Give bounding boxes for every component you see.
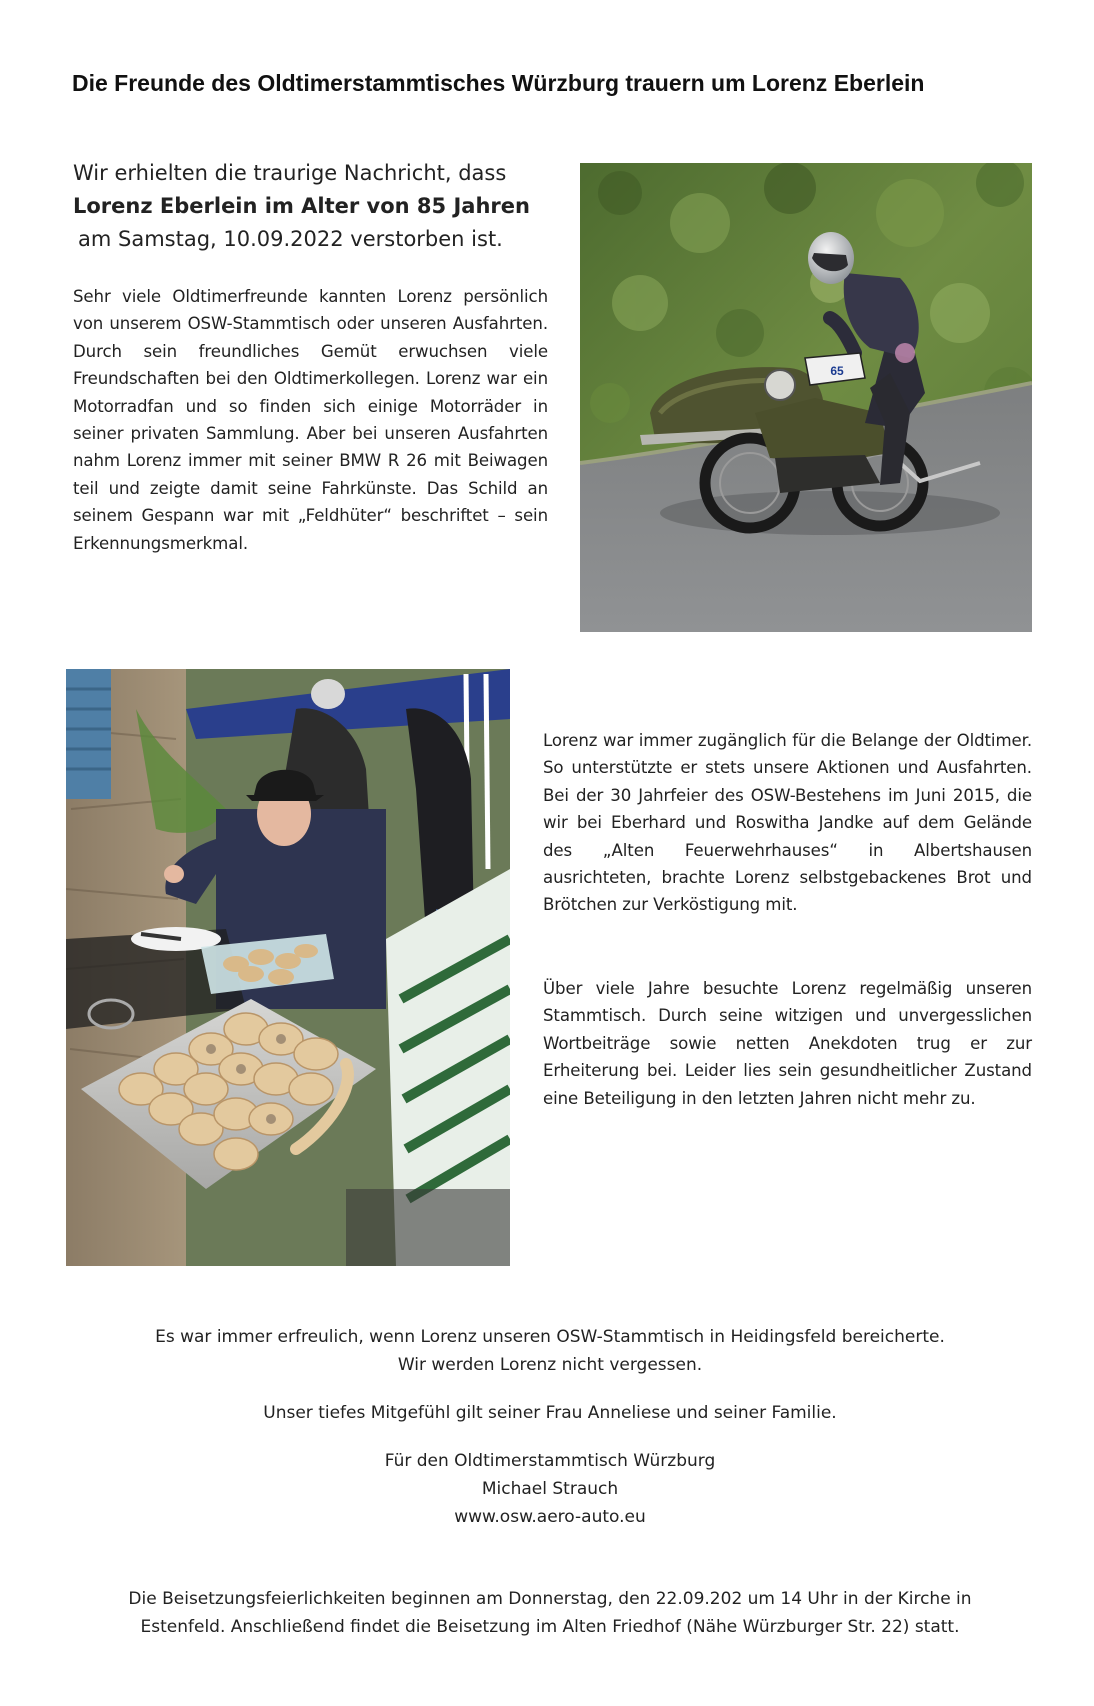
paragraph-stammtisch: Über viele Jahre besuchte Lorenz regelmäßig unseren Stammtisch. Durch seine witzigen und unvergesslichen Wortbeiträge sowie netten Anekdoten trug er zur Erheiterung bei. Leider lies sein gesundheitlicher Zustand eine Beteiligung in den letzten Jahren nicht mehr zu.: [543, 979, 1032, 1108]
funeral-info: [60, 1585, 1040, 1641]
motorcycle-photo-art: [580, 163, 1032, 632]
page-title: Die Freunde des Oldtimerstammtisches Würzburg trauern um Lorenz Eberlein: [72, 70, 925, 96]
closing-block: [80, 1323, 1020, 1379]
intro-block: [73, 157, 573, 256]
condolence-line: Unser tiefes Mitgefühl gilt seiner Frau Anneliese und seiner Familie.: [263, 1403, 837, 1423]
signature-name: Michael Strauch: [481, 1479, 619, 1499]
closing-line-1: Es war immer erfreulich, wenn Lorenz unseren OSW-Stammtisch in Heidingsfeld bereicherte.: [155, 1327, 945, 1347]
funeral-line-2: Estenfeld. Anschließend findet die Beisetzung im Alten Friedhof (Nähe Würzburger Str. 22) statt.: [140, 1617, 960, 1637]
signature-organisation: Für den Oldtimerstammtisch Würzburg: [384, 1451, 716, 1471]
intro-line-3: am Samstag, 10.09.2022 verstorben ist.: [78, 227, 503, 251]
intro-line-1: Wir erhielten die traurige Nachricht, dass: [73, 161, 507, 185]
paragraph-memories: Sehr viele Oldtimerfreunde kannten Lorenz persönlich von unserem OSW-Stammtisch oder unseren Ausfahrten. Durch sein freundliches Gemüt erwuchsen viele Freundschaften bei den Oldtimerkollegen. Lorenz war ein Motorradfan und so finden sich einige Motorräder in seiner privaten Sammlung. Aber bei unseren Ausfahrten nahm Lorenz immer mit seiner BMW R 26 mit Beiwagen teil und zeigte damit seine Fahrkünste. Das Schild an seinem Gespann war mit „Feldhüter“ beschriftet – sein Erkennungsmerkmal.: [73, 287, 548, 553]
man-with-bread-photo: [66, 669, 510, 1266]
website-link[interactable]: www.osw.aero-auto.eu: [454, 1507, 646, 1527]
intro-line-2: Lorenz Eberlein im Alter von 85 Jahren: [73, 194, 530, 218]
closing-line-2: Wir werden Lorenz nicht vergessen.: [397, 1355, 703, 1375]
start-number-label: 65: [830, 364, 844, 378]
motorcycle-sidecar-photo: [580, 163, 1032, 632]
paragraph-anniversary: Lorenz war immer zugänglich für die Belange der Oldtimer. So unterstützte er stets unsere Aktionen und Ausfahrten. Bei der 30 Jahrfeier des OSW-Bestehens im Juni 2015, die wir bei Eberhard und Roswitha Jandke auf dem Gelände des „Alten Feuerwehrhauses“ in Albertshausen ausrichteten, brachte Lorenz selbstgebackenes Brot und Brötchen zur Verköstigung mit.: [543, 731, 1032, 915]
signature-block: [80, 1447, 1020, 1531]
bread-photo-art: [66, 669, 510, 1266]
funeral-line-1: Die Beisetzungsfeierlichkeiten beginnen am Donnerstag, den 22.09.202 um 14 Uhr in der Kirche in: [128, 1589, 972, 1609]
